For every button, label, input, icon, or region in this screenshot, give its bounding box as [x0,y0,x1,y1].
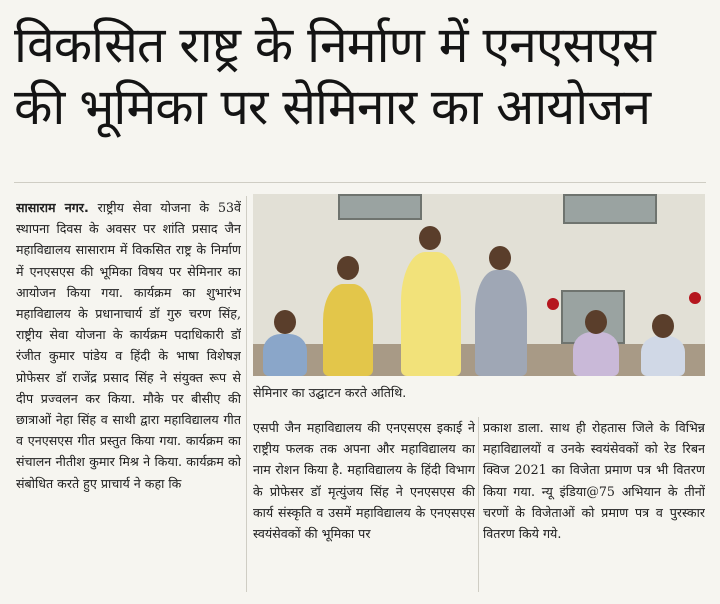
dateline: सासाराम नगर. [16,200,89,215]
photo-person [263,334,307,376]
photo-window [563,194,657,224]
photo-person [401,252,461,376]
headline-divider [14,182,706,183]
headline [14,14,706,138]
photo-person [323,284,373,376]
photo-person-head [274,310,296,334]
headline-line-1: विकसित राष्ट्र के निर्माण में एनएसएस [14,16,655,74]
balloon-decoration [547,298,559,310]
photo-person [641,336,685,376]
column-divider [246,196,247,592]
photo-person [573,332,619,376]
photo-window [338,194,422,220]
article-column-1 [16,197,241,592]
article-column-2: एसपी जैन महाविद्यालय की एनएसएस इकाई ने राष्ट्रीय फलक तक अपना और महाविद्यालय का नाम रोशन किया है. महाविद्यालय के हिंदी विभाग के प्रोफेसर डॉ मृत्युंजय सिंह ने एनएसएस की कार्य संस्कृति व उसमें महाविद्यालय के एनएसएस स्वयंसेवकों की भूमिका पर [253,420,475,542]
photo-person-head [337,256,359,280]
column-1-text: राष्ट्रीय सेवा योजना के 53वें स्थापना दिवस के अवसर पर शांति प्रसाद जैन महाविद्यालय सासाराम में विकसित राष्ट्र के निर्माण में एनएसएस की भूमिका विषय पर सेमिनार का आयोजन किया गया. कार्यक्रम का शुभारंभ महाविद्यालय के प्रधानाचार्य डॉ गुरु चरण सिंह, राष्ट्रीय सेवा योजना के कार्यक्रम पदाधिकारी डॉ रंजीत कुमार पांडेय व हिंदी के भाषा विशेषज्ञ प्रोफेसर डॉ राजेंद्र प्रसाद सिंह ने संयुक्त रूप से दीप प्रज्वलन कर किया. मौके पर बीसीए की छात्राओं नेहा सिंह व साथी द्वारा महाविद्यालय गीत व एनएसएस गीत प्रस्तुत किया गया. कार्यक्रम का संचालन नीतीश कुमार मिश्र ने किया. कार्यक्रम को संबोधित करते हुए प्राचार्य ने कहा कि [16,200,241,491]
headline-line-2: की भूमिका पर सेमिनार का आयोजन [14,78,651,136]
article-column-3: प्रकाश डाला. साथ ही रोहतास जिले के विभिन्न महाविद्यालयों व उनके स्वयंसेवकों को रेड रिबन क्विज 2021 का विजेता प्रमाण पत्र भी वितरण किया गया. न्यू इंडिया@75 अभियान के तीनों चरणों के विजेताओं को प्रमाण पत्र व पुरस्कार वितरण किये गये. [483,420,705,542]
photo-person [475,270,527,376]
photo-caption: सेमिनार का उद्घाटन करते अतिथि. [253,385,407,400]
photo-person-head [489,246,511,270]
photo-person-head [652,314,674,338]
balloon-decoration [689,292,701,304]
photo-person-head [585,310,607,334]
article-photo [253,194,705,376]
column-divider [478,417,479,592]
photo-person-head [419,226,441,250]
